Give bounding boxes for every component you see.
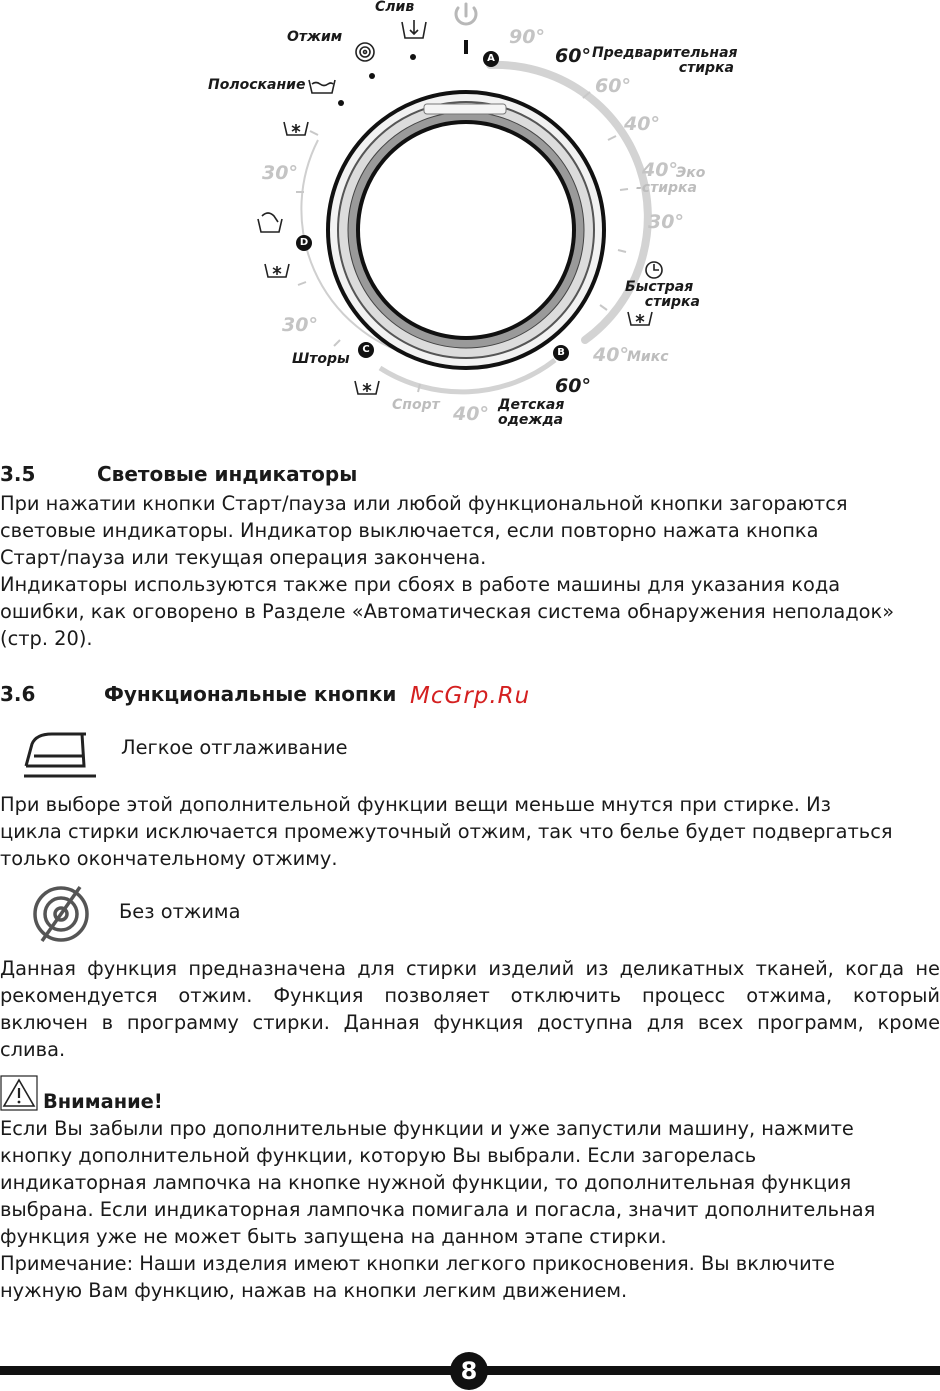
no-spin-line: Данная функция предназначена для стирки изделий из деликатных тканей, когда не xyxy=(0,957,940,980)
warning-line: выбрана. Если индикаторная лампочка помигала и погасла, значит дополнительная xyxy=(0,1198,876,1221)
temp-40-eco: 40° xyxy=(642,159,678,181)
warning-line: нужную Вам функцию, нажав на кнопки легким движением. xyxy=(0,1279,628,1302)
label-quick-wash-line1: Быстрая xyxy=(625,279,694,295)
iron-icon xyxy=(22,728,98,780)
section-3-5-line: Старт/пауза или текущая операция закончена. xyxy=(0,546,487,569)
label-sport: Спорт xyxy=(392,397,440,413)
label-spin: Отжим xyxy=(287,29,343,45)
section-3-6-heading xyxy=(0,682,396,706)
section-3-6-number: 3.6 xyxy=(0,682,36,706)
section-3-5-line: ошибки, как оговорено в Разделе «Автоматическая система обнаружения неполадок» xyxy=(0,600,895,623)
label-pre-wash xyxy=(592,45,738,76)
warning-body xyxy=(0,1115,940,1304)
watermark: McGrp.Ru xyxy=(410,683,531,709)
temp-40-mix: 40° xyxy=(593,344,629,366)
label-pre-wash-line1: Предварительная xyxy=(592,45,738,61)
temp-90: 90° xyxy=(509,26,545,48)
temp-30-left: 30° xyxy=(262,162,298,184)
marker-c: C xyxy=(358,342,374,358)
program-dial-diagram xyxy=(0,0,940,440)
easy-iron-body xyxy=(0,791,940,872)
easy-iron-label: Легкое отглаживание xyxy=(121,736,348,759)
section-3-5-heading xyxy=(0,462,357,486)
no-spin-line: рекомендуется отжим. Функция позволяет отключить процесс отжима, который xyxy=(0,984,940,1007)
temp-30-right: 30° xyxy=(648,211,684,233)
no-spin-body xyxy=(0,955,940,1063)
temp-60-kids: 60° xyxy=(555,375,591,397)
section-3-5-line: Индикаторы используются также при сбоях в работе машины для указания кода xyxy=(0,573,841,596)
warning-line: индикаторная лампочка на кнопке нужной функции, то дополнительная функция xyxy=(0,1171,852,1194)
temp-60-pre: 60° xyxy=(555,45,591,67)
label-kids xyxy=(498,398,564,428)
label-mix: Микс xyxy=(627,349,669,365)
label-kids-line1: Детская xyxy=(498,397,565,413)
easy-iron-line: только окончательному отжиму. xyxy=(0,847,338,870)
marker-d: D xyxy=(296,235,312,251)
section-3-6-title: Функциональные кнопки xyxy=(104,682,397,706)
marker-a: A xyxy=(483,51,499,67)
warning-icon xyxy=(0,1075,38,1111)
dial-graphic xyxy=(0,0,940,440)
easy-iron-line: цикла стирки исключается промежуточный отжим, так что белье будет подвергаться xyxy=(0,820,893,843)
section-3-5-line: световые индикаторы. Индикатор выключается, если повторно нажата кнопка xyxy=(0,519,819,542)
label-rinse: Полоскание xyxy=(208,77,306,93)
temp-40-sport: 40° xyxy=(453,403,489,425)
label-kids-line2: одежда xyxy=(498,412,564,428)
temp-40: 40° xyxy=(624,113,660,135)
warning-line: кнопку дополнительной функции, которую Вы выбрали. Если загорелась xyxy=(0,1144,757,1167)
no-spin-line: слива. xyxy=(0,1038,66,1061)
label-eco-wash-line2: -стирка xyxy=(636,180,698,196)
no-spin-line: включен в программу стирки. Данная функция доступна для всех программ, кроме xyxy=(0,1011,940,1034)
section-3-5-line: При нажатии кнопки Старт/пауза или любой функциональной кнопки загораются xyxy=(0,492,848,515)
no-spin-label: Без отжима xyxy=(119,900,241,923)
warning-title: Внимание! xyxy=(43,1090,163,1113)
temp-30-lower: 30° xyxy=(282,314,318,336)
section-3-5-body xyxy=(0,490,940,652)
section-3-5-line: (стр. 20). xyxy=(0,627,93,650)
label-eco-wash-line1: Эко xyxy=(676,165,706,181)
warning-line: Если Вы забыли про дополнительные функции и уже запустили машину, нажмите xyxy=(0,1117,854,1140)
warning-line: функция уже не может быть запущена на данном этапе стирки. xyxy=(0,1225,667,1248)
label-quick-wash-line2: стирка xyxy=(644,294,700,310)
no-spin-icon xyxy=(30,883,92,945)
temp-60: 60° xyxy=(595,75,631,97)
section-3-5-number: 3.5 xyxy=(0,462,36,486)
warning-line: Примечание: Наши изделия имеют кнопки легкого прикосновения. Вы включите xyxy=(0,1252,835,1275)
page-number: 8 xyxy=(460,1357,478,1385)
section-3-5-title: Световые индикаторы xyxy=(97,462,358,486)
label-drain: Слив xyxy=(375,0,415,15)
marker-b: B xyxy=(553,345,569,361)
easy-iron-line: При выборе этой дополнительной функции вещи меньше мнутся при стирке. Из xyxy=(0,793,831,816)
label-pre-wash-line2: стирка xyxy=(678,60,734,76)
label-curtains: Шторы xyxy=(292,351,350,367)
label-quick-wash xyxy=(625,280,700,310)
